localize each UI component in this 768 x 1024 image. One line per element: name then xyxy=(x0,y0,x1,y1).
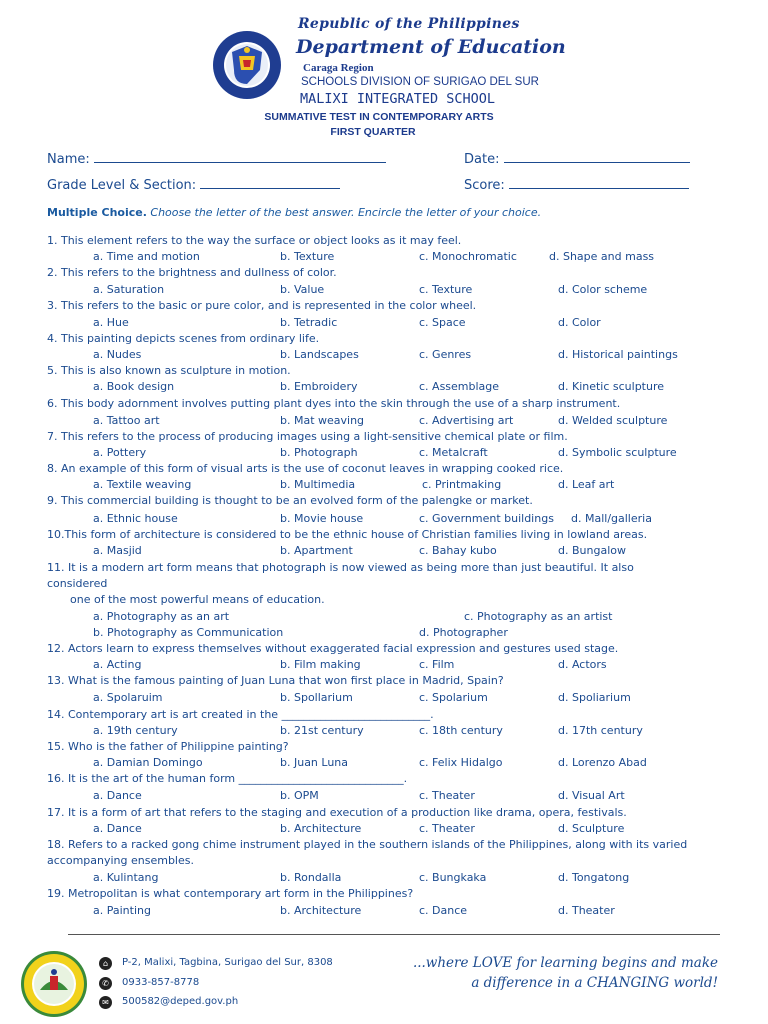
instructions-text: Choose the letter of the best answer. Encircle the letter of your choice. xyxy=(150,206,542,219)
location-icon: ⌂ xyxy=(99,957,112,970)
option-10c[interactable]: c. Bahay kubo xyxy=(419,544,497,557)
option-2b[interactable]: b. Value xyxy=(280,283,325,296)
option-18b[interactable]: b. Rondalla xyxy=(280,871,342,884)
option-10a[interactable]: a. Masjid xyxy=(93,544,142,557)
option-17d[interactable]: d. Sculpture xyxy=(558,822,625,835)
question-5: 5. This is also known as sculpture in motion. xyxy=(47,364,291,377)
option-4d[interactable]: d. Historical paintings xyxy=(558,348,678,361)
option-13b[interactable]: b. Spollarium xyxy=(280,691,353,704)
option-5a[interactable]: a. Book design xyxy=(93,380,175,393)
option-18c[interactable]: c. Bungkaka xyxy=(419,871,487,884)
question-1: 1. This element refers to the way the surface or object looks as it may feel. xyxy=(47,234,462,247)
option-11d[interactable]: d. Photographer xyxy=(419,626,508,639)
question-11-cont2: one of the most powerful means of education. xyxy=(70,593,325,606)
question-17: 17. It is a form of art that refers to the staging and execution of a production like drama, opera, festivals. xyxy=(47,806,627,819)
option-8d[interactable]: d. Leaf art xyxy=(558,478,615,491)
footer-divider xyxy=(68,934,720,935)
option-13c[interactable]: c. Spolarium xyxy=(419,691,488,704)
option-3a[interactable]: a. Hue xyxy=(93,316,129,329)
option-16c[interactable]: c. Theater xyxy=(419,789,475,802)
option-19a[interactable]: a. Painting xyxy=(93,904,151,917)
footer-email: 500582@deped.gov.ph xyxy=(122,996,239,1007)
option-17b[interactable]: b. Architecture xyxy=(280,822,362,835)
footer-phone: 0933-857-8778 xyxy=(122,977,200,988)
grade-section-field[interactable] xyxy=(47,176,340,193)
republic-heading: Republic of the Philippines xyxy=(298,16,520,32)
option-1c[interactable]: c. Monochromatic xyxy=(419,250,517,263)
option-2a[interactable]: a. Saturation xyxy=(93,283,165,296)
option-14c[interactable]: c. 18th century xyxy=(419,724,503,737)
name-field[interactable] xyxy=(47,150,386,167)
question-6: 6. This body adornment involves putting plant dyes into the skin through the use of a sharp instrument. xyxy=(47,397,621,410)
option-2d[interactable]: d. Color scheme xyxy=(558,283,648,296)
option-1d[interactable]: d. Shape and mass xyxy=(549,250,655,263)
option-2c[interactable]: c. Texture xyxy=(419,283,473,296)
question-16: 16. It is the art of the human form ______________________________. xyxy=(47,772,408,785)
option-4a[interactable]: a. Nudes xyxy=(93,348,142,361)
option-9c[interactable]: c. Government buildings xyxy=(419,512,554,525)
question-18: 18. Refers to a racked gong chime instrument played in the southern islands of the Philippines, along with its varied xyxy=(47,838,688,851)
option-9a[interactable]: a. Ethnic house xyxy=(93,512,178,525)
option-11a[interactable]: a. Photography as an art xyxy=(93,610,230,623)
quarter-title: FIRST QUARTER xyxy=(330,126,416,138)
deped-seal-icon xyxy=(212,30,282,100)
option-13d[interactable]: d. Spoliarium xyxy=(558,691,631,704)
email-icon: ✉ xyxy=(99,996,112,1009)
option-4b[interactable]: b. Landscapes xyxy=(280,348,359,361)
option-6b[interactable]: b. Mat weaving xyxy=(280,414,365,427)
option-14b[interactable]: b. 21st century xyxy=(280,724,364,737)
question-3: 3. This refers to the basic or pure color, and is represented in the color wheel. xyxy=(47,299,477,312)
option-16b[interactable]: b. OPM xyxy=(280,789,319,802)
option-7c[interactable]: c. Metalcraft xyxy=(419,446,488,459)
option-3b[interactable]: b. Tetradic xyxy=(280,316,338,329)
option-13a[interactable]: a. Spolaruim xyxy=(93,691,163,704)
option-9d[interactable]: d. Mall/galleria xyxy=(571,512,652,525)
option-1a[interactable]: a. Time and motion xyxy=(93,250,200,263)
option-17c[interactable]: c. Theater xyxy=(419,822,475,835)
option-14a[interactable]: a. 19th century xyxy=(93,724,178,737)
question-14: 14. Contemporary art is art created in the ___________________________. xyxy=(47,708,434,721)
question-4: 4. This painting depicts scenes from ordinary life. xyxy=(47,332,320,345)
department-heading: Department of Education xyxy=(296,36,566,58)
option-7a[interactable]: a. Pottery xyxy=(93,446,147,459)
option-19c[interactable]: c. Dance xyxy=(419,904,468,917)
score-field[interactable] xyxy=(464,176,689,193)
option-5b[interactable]: b. Embroidery xyxy=(280,380,358,393)
date-field[interactable] xyxy=(464,150,690,167)
question-15: 15. Who is the father of Philippine painting? xyxy=(47,740,289,753)
option-11b[interactable]: b. Photography as Communication xyxy=(93,626,284,639)
option-9b[interactable]: b. Movie house xyxy=(280,512,364,525)
division-text: SCHOOLS DIVISION OF SURIGAO DEL SUR xyxy=(301,76,539,88)
option-12c[interactable]: c. Film xyxy=(419,658,455,671)
option-15d[interactable]: d. Lorenzo Abad xyxy=(558,756,647,769)
question-11-cont: considered xyxy=(47,577,108,590)
option-14d[interactable]: d. 17th century xyxy=(558,724,643,737)
grade-section-label: Grade Level & Section: xyxy=(47,178,197,193)
question-12: 12. Actors learn to express themselves without exaggerated facial expression and gestures used stage. xyxy=(47,642,619,655)
option-8c[interactable]: c. Printmaking xyxy=(422,478,502,491)
option-11c[interactable]: c. Photography as an artist xyxy=(464,610,613,623)
score-label: Score: xyxy=(464,178,505,193)
question-9: 9. This commercial building is thought to be an evolved form of the palengke or market. xyxy=(47,494,533,507)
question-10: 10.This form of architecture is considered to be the ethnic house of Christian families living in lowland areas. xyxy=(47,528,648,541)
name-label: Name: xyxy=(47,152,90,167)
footer-tagline-2: a difference in a CHANGING world! xyxy=(471,975,718,991)
question-18-cont: accompanying ensembles. xyxy=(47,854,194,867)
option-19b[interactable]: b. Architecture xyxy=(280,904,362,917)
option-15b[interactable]: b. Juan Luna xyxy=(280,756,349,769)
option-6a[interactable]: a. Tattoo art xyxy=(93,414,160,427)
option-15c[interactable]: c. Felix Hidalgo xyxy=(419,756,503,769)
school-name: MALIXI INTEGRATED SCHOOL xyxy=(300,91,496,107)
option-3d[interactable]: d. Color xyxy=(558,316,601,329)
test-title: SUMMATIVE TEST IN CONTEMPORARY ARTS xyxy=(264,111,494,123)
phone-icon: ✆ xyxy=(99,977,112,990)
option-12a[interactable]: a. Acting xyxy=(93,658,142,671)
option-16a[interactable]: a. Dance xyxy=(93,789,142,802)
option-16d[interactable]: d. Visual Art xyxy=(558,789,625,802)
option-6d[interactable]: d. Welded sculpture xyxy=(558,414,668,427)
school-logo-icon xyxy=(20,950,88,1018)
option-12d[interactable]: d. Actors xyxy=(558,658,607,671)
option-4c[interactable]: c. Genres xyxy=(419,348,472,361)
option-5c[interactable]: c. Assemblage xyxy=(419,380,500,393)
instructions xyxy=(47,206,541,219)
option-8b[interactable]: b. Multimedia xyxy=(280,478,356,491)
question-11: 11. It is a modern art form means that photograph is now viewed as being more than just beautiful. It also xyxy=(47,561,634,574)
footer-address: P-2, Malixi, Tagbina, Surigao del Sur, 8308 xyxy=(122,957,333,968)
option-10b[interactable]: b. Apartment xyxy=(280,544,353,557)
option-7d[interactable]: d. Symbolic sculpture xyxy=(558,446,677,459)
option-1b[interactable]: b. Texture xyxy=(280,250,335,263)
option-19d[interactable]: d. Theater xyxy=(558,904,615,917)
footer-tagline-1: ...where LOVE for learning begins and make xyxy=(412,955,718,971)
question-8: 8. An example of this form of visual arts is the use of coconut leaves in wrapping cooked rice. xyxy=(47,462,564,475)
question-2: 2. This refers to the brightness and dullness of color. xyxy=(47,266,337,279)
question-19: 19. Metropolitan is what contemporary art form in the Philippines? xyxy=(47,887,414,900)
question-13: 13. What is the famous painting of Juan Luna that won first place in Madrid, Spain? xyxy=(47,674,504,687)
option-6c[interactable]: c. Advertising art xyxy=(419,414,514,427)
option-17a[interactable]: a. Dance xyxy=(93,822,142,835)
option-15a[interactable]: a. Damian Domingo xyxy=(93,756,203,769)
date-label: Date: xyxy=(464,152,500,167)
option-18a[interactable]: a. Kulintang xyxy=(93,871,159,884)
option-7b[interactable]: b. Photograph xyxy=(280,446,358,459)
option-8a[interactable]: a. Textile weaving xyxy=(93,478,192,491)
option-18d[interactable]: d. Tongatong xyxy=(558,871,630,884)
region-text: Caraga Region xyxy=(303,62,374,74)
instructions-label: Multiple Choice. xyxy=(47,206,147,219)
option-3c[interactable]: c. Space xyxy=(419,316,466,329)
option-12b[interactable]: b. Film making xyxy=(280,658,361,671)
option-10d[interactable]: d. Bungalow xyxy=(558,544,626,557)
option-5d[interactable]: d. Kinetic sculpture xyxy=(558,380,665,393)
question-7: 7. This refers to the process of producing images using a light-sensitive chemical plate or film. xyxy=(47,430,568,443)
